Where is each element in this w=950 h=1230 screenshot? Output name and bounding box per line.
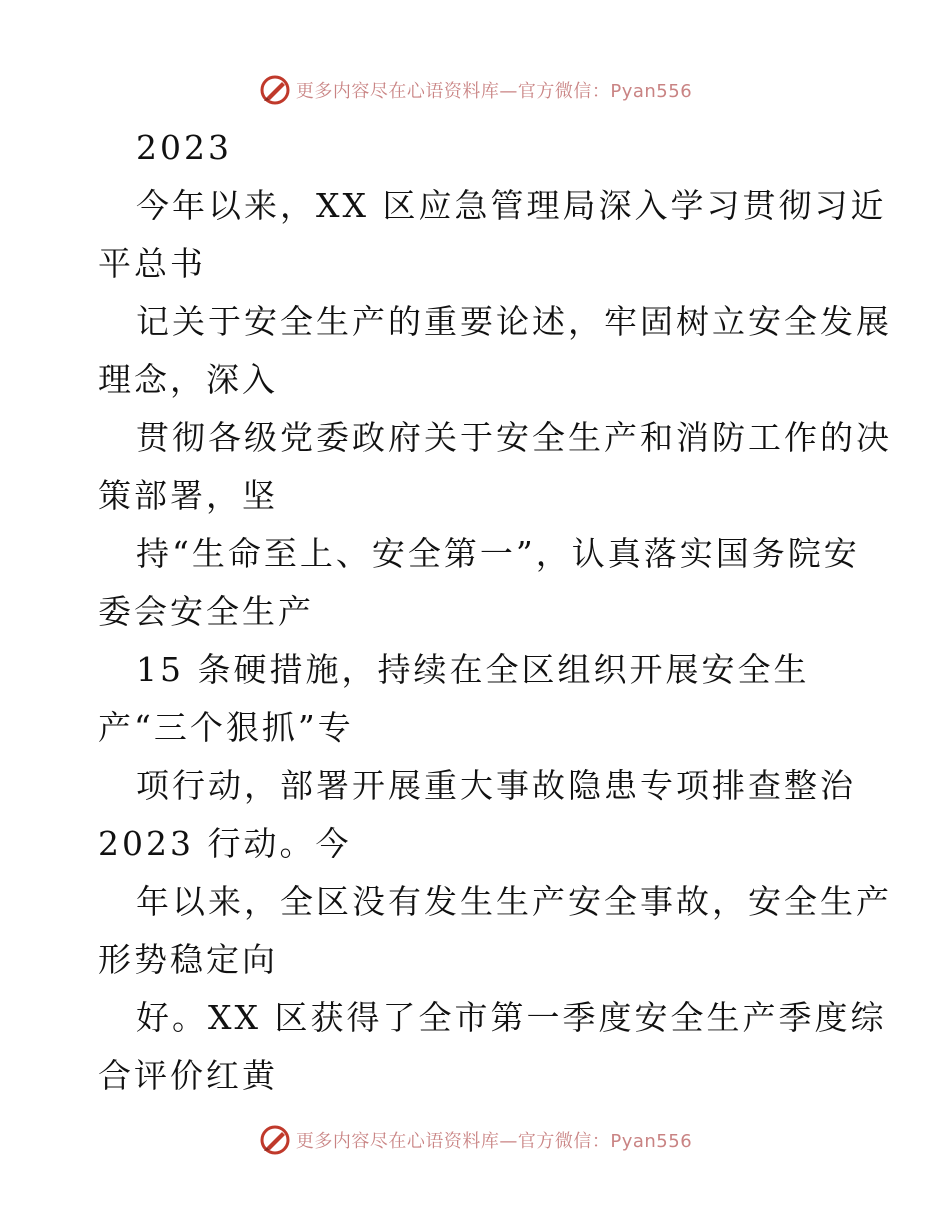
text-line: 理念，深入 bbox=[98, 360, 278, 399]
text-line: 委会安全生产 bbox=[98, 592, 314, 631]
pen-logo-icon bbox=[258, 1123, 292, 1157]
text-line: 持“生命至上、安全第一”，认真落实国务院安 bbox=[136, 534, 860, 573]
text-line: 2023 bbox=[136, 128, 232, 167]
text-line: 年以来，全区没有发生生产安全事故，安全生产 bbox=[136, 882, 892, 921]
text-line: 记关于安全生产的重要论述，牢固树立安全发展 bbox=[136, 302, 892, 341]
pen-logo-icon bbox=[258, 73, 292, 107]
text-line: 项行动，部署开展重大事故隐患专项排查整治 bbox=[136, 766, 856, 805]
text-line: 今年以来，XX 区应急管理局深入学习贯彻习近 bbox=[136, 186, 887, 225]
footer-watermark bbox=[0, 1122, 950, 1158]
watermark-text: 更多内容尽在心语资料库—官方微信：Pyan556 bbox=[295, 1131, 693, 1152]
text-line: 合评价红黄 bbox=[98, 1056, 278, 1095]
text-line: 15 条硬措施，持续在全区组织开展安全生 bbox=[136, 650, 810, 689]
text-line: 策部署，坚 bbox=[98, 476, 278, 515]
text-line: 平总书 bbox=[98, 244, 206, 283]
text-line: 2023 行动。今 bbox=[98, 824, 352, 863]
text-line: 形势稳定向 bbox=[98, 940, 278, 979]
text-line: 好。XX 区获得了全市第一季度安全生产季度综 bbox=[136, 998, 887, 1037]
watermark-text: 更多内容尽在心语资料库—官方微信：Pyan556 bbox=[295, 81, 693, 102]
text-line: 产“三个狠抓”专 bbox=[98, 708, 354, 747]
text-line: 贯彻各级党委政府关于安全生产和消防工作的决 bbox=[136, 418, 892, 457]
header-watermark bbox=[0, 72, 950, 108]
